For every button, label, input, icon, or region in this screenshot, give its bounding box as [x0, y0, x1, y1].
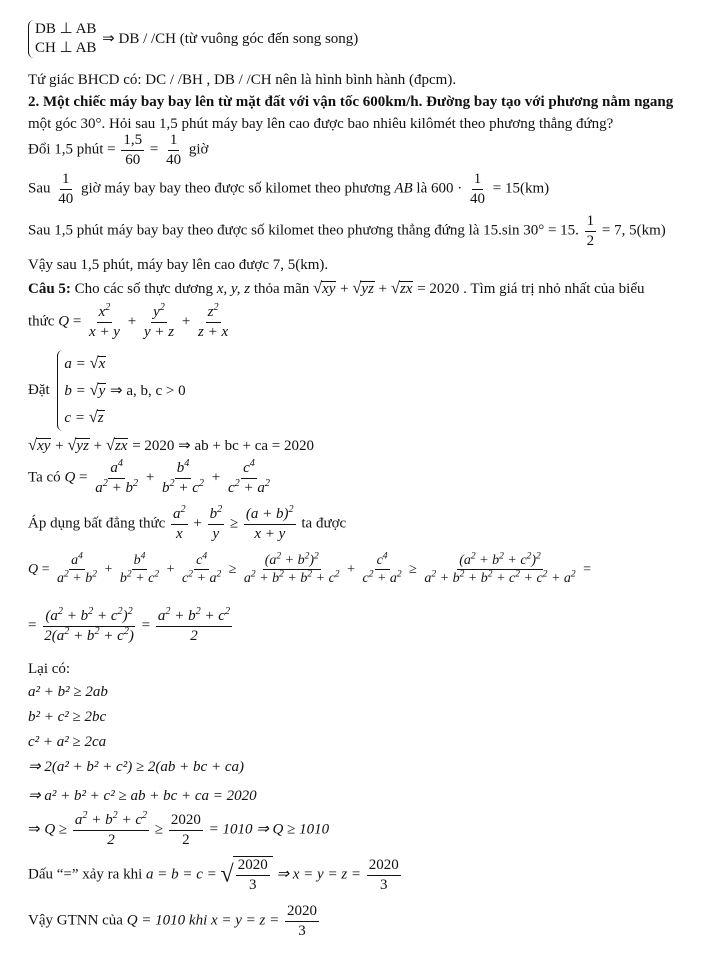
denominator: 2	[182, 831, 190, 848]
step3-result: = 1010 ⇒ Q ≥ 1010	[208, 821, 330, 838]
fraction	[56, 171, 75, 207]
system-line: CH ⊥ AB	[35, 40, 97, 56]
chain-line: Q = $\frac{a^4}{a^2 + b^2}$ + $\frac{b^4}{b^2 + c^2}$ + $\frac{c^4}{c^2 + a^2}$ ≥ $\frac{(a^2 + b^2)^2}{a^2 + b^2 + b^2 + c^2}$ + $\frac{c^4}{c^2 + a^2}$ ≥ $\frac{(a^2 + b^2 + c^2)^2}{a^2 + b^2 + b^2 + c^2 + c^2 + a^2}$ =	[28, 551, 592, 587]
perp-system	[28, 20, 358, 58]
final-line	[28, 903, 321, 939]
system-line: DB ⊥ AB	[35, 21, 97, 37]
numerator: 2020	[285, 903, 319, 922]
q-definition: thức Q = $\frac{x^2}{x + y}$ + $\frac{y^2}{y + z}$ + $\frac{z^2}{z + x}$	[28, 302, 229, 340]
thuc-label: thức	[28, 313, 55, 330]
fraction	[585, 213, 597, 249]
numerator: 1	[168, 132, 180, 151]
numerator: 1,5	[121, 132, 144, 151]
step-1: ⇒ 2(a² + b² + c²) ≥ 2(ab + bc + ca)	[28, 759, 244, 775]
ab-var: AB	[394, 180, 413, 197]
lai-co: Lại có:	[28, 661, 71, 677]
problem2-conclusion: Vậy sau 1,5 phút, máy bay lên cao được 7, 5(km).	[28, 257, 329, 273]
fraction	[468, 171, 487, 207]
statement-text: Cho các số thực dương	[74, 281, 214, 297]
abc-positive: ⇒ a, b, c > 0	[110, 383, 186, 399]
ineq-3: c² + a² ≥ 2ca	[28, 734, 107, 750]
convert-line: Đổi 1,5 phút = $\frac{1,5}{60}$ = $\frac{1}{40}$ giờ	[28, 132, 209, 168]
problem2-line2: một góc 30°. Hỏi sau 1,5 phút máy bay lên cao được bao nhiêu kilômét theo phương thẳng đứng?	[28, 116, 614, 132]
ineq-1: a² + b² ≥ 2ab	[28, 684, 108, 700]
vars-xyz: x, y, z	[216, 281, 251, 297]
convert-label: Đổi 1,5 phút	[28, 141, 104, 158]
statement-text: = 2020 . Tìm giá trị nhỏ nhất của biểu	[417, 281, 645, 297]
equality-label: Dấu “=” xảy ra khi	[28, 866, 143, 883]
final-mid: Q = 1010 khi x = y = z =	[126, 912, 280, 929]
final-label: Vậy GTNN của	[28, 912, 123, 929]
denominator: 3	[298, 922, 306, 939]
distance-result: = 15(km)	[492, 180, 550, 197]
problem2-line1: 2. Một chiếc máy bay bay lên từ mặt đất với vận tốc 600km/h. Đường bay tạo với phương nằm ngang	[28, 94, 674, 110]
unit-hour: giờ	[188, 141, 209, 158]
apply-label: Áp dụng bất đẳng thức	[28, 515, 166, 532]
vertical-line	[28, 213, 666, 249]
denominator: 3	[380, 876, 388, 893]
denominator: 2	[586, 232, 595, 249]
numerator: 2020	[367, 857, 401, 876]
numerator: 1	[585, 213, 597, 232]
denominator: 3	[248, 876, 257, 893]
denominator: 2	[190, 627, 198, 644]
problem5-label: Câu 5:	[28, 281, 71, 297]
distance-text: giờ máy bay bay theo được số kilomet theo phương	[81, 180, 391, 197]
fraction	[164, 132, 183, 168]
apply-line: Áp dụng bất đẳng thức $\frac{a^2}{x}$ + $\frac{b^2}{y}$ ≥ $\frac{(a + b)^2}{x + y}$ ta được	[28, 504, 347, 542]
parallelogram-line: Tứ giác BHCD có: DC / /BH , DB / /CH nên là hình bình hành (đpcm).	[28, 72, 457, 88]
step-2: ⇒ a² + b² + c² ≥ ab + bc + ca = 2020	[28, 788, 257, 804]
vertical-text: Sau 1,5 phút máy bay bay theo được số kilomet theo phương thẳng đứng là 15.sin 30° = 15.	[28, 222, 579, 239]
vertical-result: = 7, 5(km)	[601, 222, 666, 239]
dat-label: Đặt	[28, 382, 50, 398]
ineq-2: b² + c² ≥ 2bc	[28, 709, 107, 725]
system-conclusion: ⇒ DB / /CH (từ vuông góc đến song song)	[102, 30, 359, 47]
la-600: là 600 ·	[416, 180, 463, 197]
apply-tail: ta được	[301, 515, 347, 532]
ab-sum-line: √xy + √yz + √zx = 2020 ⇒ ab + bc + ca = 2020	[28, 435, 314, 454]
statement-text: thỏa mãn	[253, 281, 310, 297]
denominator: 40	[58, 190, 74, 207]
denominator: 60	[125, 151, 141, 168]
system-brace	[28, 20, 96, 58]
numerator: 2020	[236, 857, 270, 876]
denominator: 2	[107, 831, 115, 848]
step-3: ⇒ Q ≥ $\frac{a^2 + b^2 + c^2}{2}$ ≥ $\frac{2020}{2}$ = 1010 ⇒ Q ≥ 1010	[28, 810, 330, 848]
denominator: 40	[166, 151, 182, 168]
chain-line-2: = $\frac{(a^2 + b^2 + c^2)^2}{2(a^2 + b^2 + c^2)}$ = $\frac{a^2 + b^2 + c^2}{2}$	[28, 606, 231, 644]
distance-line	[28, 171, 549, 207]
taco-line: Ta có Q = $\frac{a^4}{a^2 + b^2}$ + $\frac{b^4}{b^2 + c^2}$ + $\frac{c^4}{c^2 + a^2}$	[28, 458, 270, 496]
ab-sum: = 2020 ⇒ ab + bc + ca = 2020	[132, 438, 314, 454]
taco-label: Ta có	[28, 469, 61, 486]
sau-label: Sau	[28, 180, 51, 197]
substitution-line: Đặt a = √x b = √y ⇒ a, b, c > 0 c = √z	[28, 350, 186, 431]
problem5-statement: Câu 5: Cho các số thực dương x, y, z thỏa mãn √xy + √yz + √zx = 2020 . Tìm giá trị nhỏ nhất của biểu	[28, 278, 645, 297]
equality-line: Dấu “=” xảy ra khi a = b = c = √ $\frac{2020}{3}$ ⇒ x = y = z = $\frac{2020}{3}$	[28, 857, 399, 893]
denominator: 40	[470, 190, 485, 207]
numerator: 1	[472, 171, 484, 190]
numerator: 1	[60, 171, 72, 190]
numerator: 2020	[169, 812, 203, 831]
fraction	[121, 132, 144, 168]
